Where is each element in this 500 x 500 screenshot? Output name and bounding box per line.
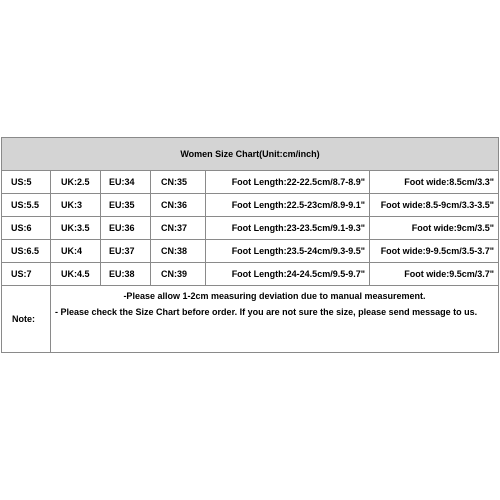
foot-wide-cell: Foot wide:8.5cm/3.3": [404, 177, 494, 187]
cn-size-cell: CN:37: [151, 217, 206, 239]
eu-size-cell: EU:37: [101, 240, 151, 262]
eu-size-cell: EU:38: [101, 263, 151, 285]
us-size-cell: US:5.5: [2, 194, 51, 216]
table-row: [2, 194, 498, 217]
uk-size-cell: UK:4: [51, 240, 101, 262]
uk-size-cell: UK:3.5: [51, 217, 101, 239]
chart-title: Women Size Chart(Unit:cm/inch): [2, 138, 498, 171]
foot-length-cell: Foot Length:23-23.5cm/9.1-9.3": [206, 217, 370, 239]
foot-wide-cell: Foot wide:9.5cm/3.7": [404, 269, 494, 279]
us-size-cell: US:6: [2, 217, 51, 239]
eu-size-cell: EU:36: [101, 217, 151, 239]
foot-wide-cell: Foot wide:8.5-9cm/3.3-3.5": [380, 200, 494, 210]
uk-size-cell: UK:2.5: [51, 171, 101, 193]
note-text: [51, 286, 498, 352]
eu-size-cell: EU:35: [101, 194, 151, 216]
note-label: Note:: [2, 286, 51, 352]
eu-size-cell: EU:34: [101, 171, 151, 193]
uk-size-cell: UK:3: [51, 194, 101, 216]
table-row: [2, 171, 498, 194]
table-row: [2, 217, 498, 240]
foot-length-cell: Foot Length:23.5-24cm/9.3-9.5": [206, 240, 370, 262]
note-row: [2, 286, 498, 352]
table-row: [2, 240, 498, 263]
us-size-cell: US:5: [2, 171, 51, 193]
note-line-deviation: -Please allow 1-2cm measuring deviation due to manual measurement.: [123, 291, 426, 301]
foot-wide-cell: Foot wide:9cm/3.5": [411, 223, 494, 233]
cn-size-cell: CN:38: [151, 240, 206, 262]
cn-size-cell: CN:35: [151, 171, 206, 193]
cn-size-cell: CN:39: [151, 263, 206, 285]
cn-size-cell: CN:36: [151, 194, 206, 216]
foot-length-cell: Foot Length:22.5-23cm/8.9-9.1": [206, 194, 370, 216]
us-size-cell: US:6.5: [2, 240, 51, 262]
size-chart-table: [1, 137, 499, 353]
foot-wide-cell: Foot wide:9-9.5cm/3.5-3.7": [380, 246, 494, 256]
uk-size-cell: UK:4.5: [51, 263, 101, 285]
table-row: [2, 263, 498, 286]
foot-length-cell: Foot Length:22-22.5cm/8.7-8.9": [206, 171, 370, 193]
note-line-check-size: - Please check the Size Chart before order. If you are not sure the size, please send message to us.: [55, 307, 478, 317]
us-size-cell: US:7: [2, 263, 51, 285]
foot-length-cell: Foot Length:24-24.5cm/9.5-9.7": [206, 263, 370, 285]
